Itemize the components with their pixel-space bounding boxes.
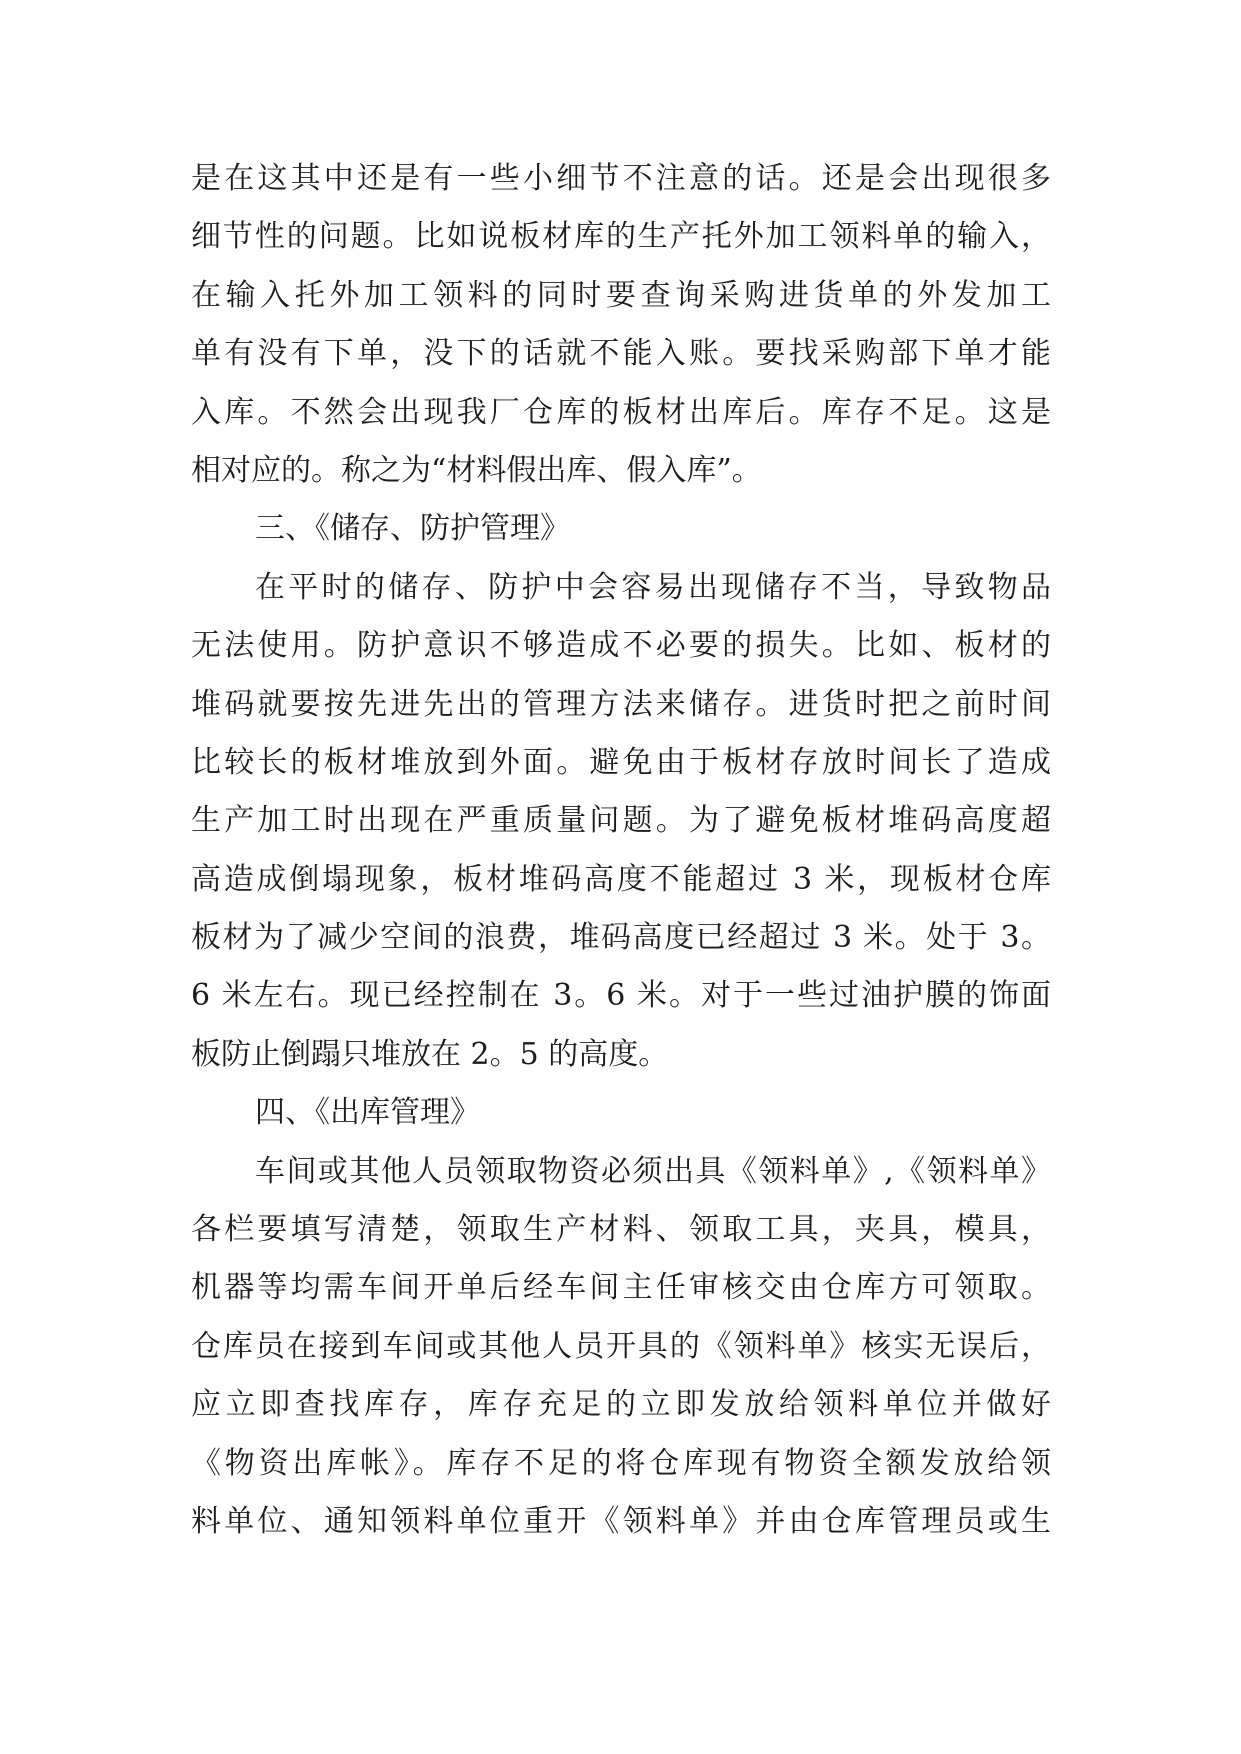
text-line: 机器等均需车间开单后经车间主任审核交由仓库方可领取。 <box>191 1270 1051 1306</box>
text-line: 料单位、通知领料单位重开《领料单》并由仓库管理员或生 <box>191 1503 1051 1539</box>
text-line: 6 米左右。现已经控制在 3。6 米。对于一些过油护膜的饰面 <box>191 978 1051 1014</box>
text-line: 高造成倒塌现象，板材堆码高度不能超过 3 米，现板材仓库 <box>191 861 1051 897</box>
text-line: 比较长的板材堆放到外面。避免由于板材存放时间长了造成 <box>191 744 1051 780</box>
text-line: 《物资出库帐》。库存不足的将仓库现有物资全额发放给领 <box>191 1445 1051 1481</box>
text-line: 应立即查找库存，库存充足的立即发放给领料单位并做好 <box>191 1387 1051 1423</box>
text-line: 各栏要填写清楚，领取生产材料、领取工具，夹具，模具， <box>191 1212 1051 1248</box>
text-line: 相对应的。称之为“材料假出库、假入库”。 <box>191 452 762 488</box>
text-line: 单有没有下单，没下的话就不能入账。要找采购部下单才能 <box>191 336 1051 372</box>
text-line: 仓库员在接到车间或其他人员开具的《领料单》核实无误后， <box>191 1328 1051 1364</box>
text-line: 板防止倒蹋只堆放在 2。5 的高度。 <box>191 1036 669 1072</box>
paragraph-first-line: 三、《储存、防护管理》 <box>255 511 570 547</box>
paragraph-first-line: 车间或其他人员领取物资必须出具《领料单》,《领料单》 <box>255 1153 1051 1189</box>
text-line: 是在这其中还是有一些小细节不注意的话。还是会出现很多 <box>191 161 1051 196</box>
text-line: 堆码就要按先进先出的管理方法来储存。进货时把之前时间 <box>191 686 1051 722</box>
text-line: 细节性的问题。比如说板材库的生产托外加工领料单的输入， <box>191 219 1051 255</box>
paragraph-first-line: 四、《出库管理》 <box>255 1095 480 1131</box>
text-line: 生产加工时出现在严重质量问题。为了避免板材堆码高度超 <box>191 803 1051 839</box>
text-line: 入库。不然会出现我厂仓库的板材出库后。库存不足。这是 <box>191 394 1051 430</box>
paragraph-first-line: 在平时的储存、防护中会容易出现储存不当，导致物品 <box>255 569 1051 605</box>
text-line: 板材为了减少空间的浪费，堆码高度已经超过 3 米。处于 3。 <box>191 920 1051 956</box>
document-body <box>191 150 1051 1551</box>
text-line: 在输入托外加工领料的同时要查询采购进货单的外发加工 <box>191 277 1051 313</box>
text-line: 无法使用。防护意识不够造成不必要的损失。比如、板材的 <box>191 628 1051 664</box>
